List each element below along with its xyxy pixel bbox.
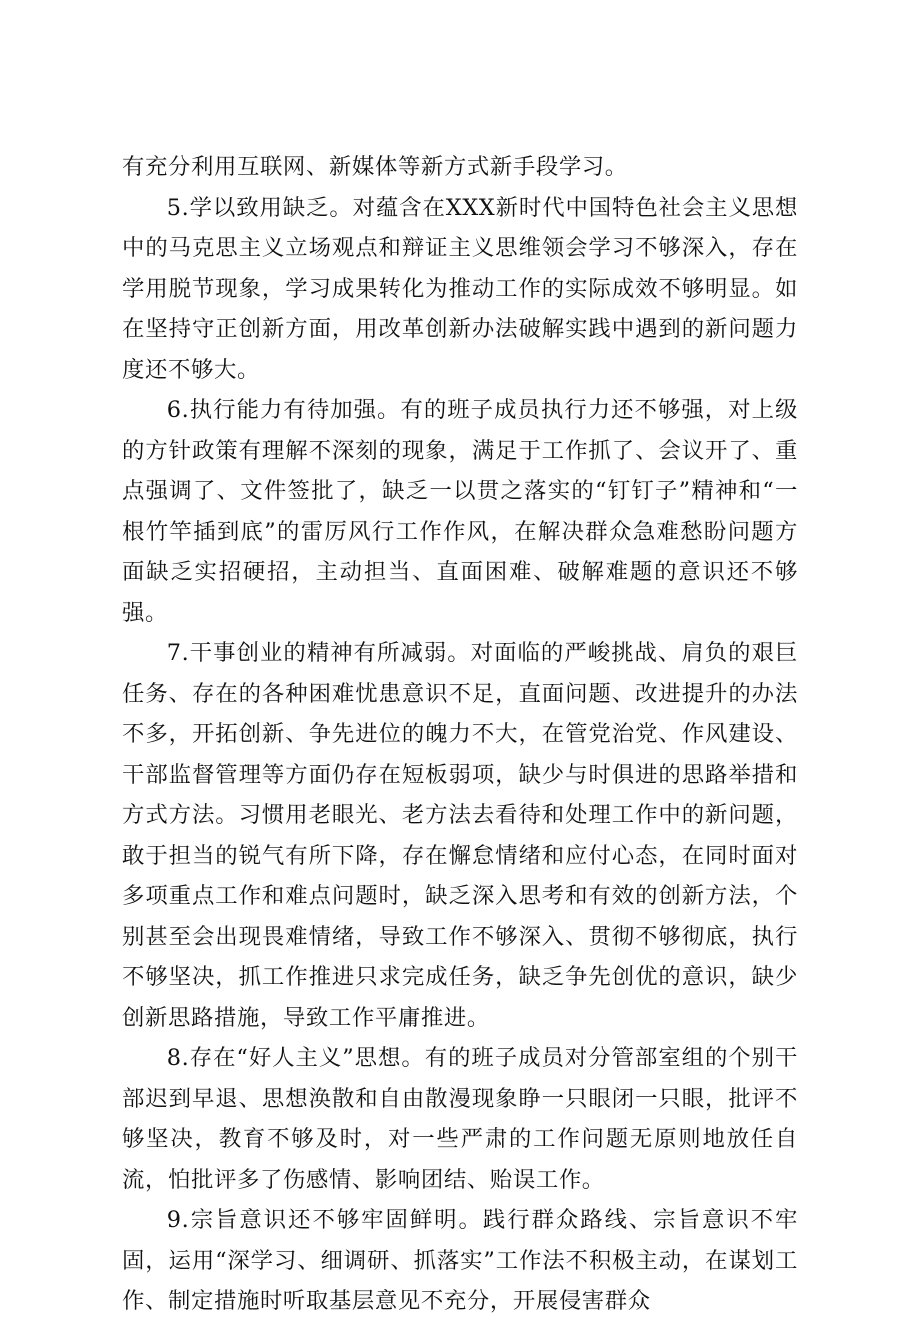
paragraph-item-6: 6.执行能力有待加强。有的班子成员执行力还不够强，对上级的方针政策有理解不深刻的现象，满足于工作抓了、会议开了、重点强调了、文件签批了，缺乏一以贯之落实的“钉钉子”精神和“一根竹竿插到底”的雷厉风行工作作风，在解决群众急难愁盼问题方面缺乏实招硬招，主动担当、直面困难、破解难题的意识还不够强。 [122,397,798,626]
paragraph-item-8: 8.存在“好人主义”思想。有的班子成员对分管部室组的个别干部迟到早退、思想涣散和自由散漫现象睁一只眼闭一只眼，批评不够坚决，教育不够及时，对一些严肃的工作问题无原则地放任自流，怕批评多了伤感情、影响团结、贻误工作。 [122,1045,798,1193]
paragraph-item-5: 5.学以致用缺乏。对蕴含在XXX新时代中国特色社会主义思想中的马克思主义立场观点和辩证主义思维领会学习不够深入，存在学用脱节现象，学习成果转化为推动工作的实际成效不够明显。如在坚持守正创新方面，用改革创新办法破解实践中遇到的新问题力度还不够大。 [122,194,798,383]
paragraph-item-9: 9.宗旨意识还不够牢固鲜明。践行群众路线、宗旨意识不牢固，运用“深学习、细调研、抓落实”工作法不积极主动，在谋划工作、制定措施时听取基层意见不充分，开展侵害群众 [122,1207,798,1314]
document-body [122,147,798,1322]
paragraph-item-7: 7.干事创业的精神有所减弱。对面临的严峻挑战、肩负的艰巨任务、存在的各种困难忧患意识不足，直面问题、改进提升的办法不多，开拓创新、争先进位的魄力不大，在管党治党、作风建设、干部监督管理等方面仍存在短板弱项，缺少与时俱进的思路举措和方式方法。习惯用老眼光、老方法去看待和处理工作中的新问题，敢于担当的锐气有所下降，存在懈怠情绪和应付心态，在同时面对多项重点工作和难点问题时，缺乏深入思考和有效的创新方法，个别甚至会出现畏难情绪，导致工作不够深入、贯彻不够彻底，执行不够坚决，抓工作推进只求完成任务，缺乏争先创优的意识，缺少创新思路措施，导致工作平庸推进。 [122,640,798,1031]
paragraph-continuation: 有充分利用互联网、新媒体等新方式新手段学习。 [122,154,628,180]
